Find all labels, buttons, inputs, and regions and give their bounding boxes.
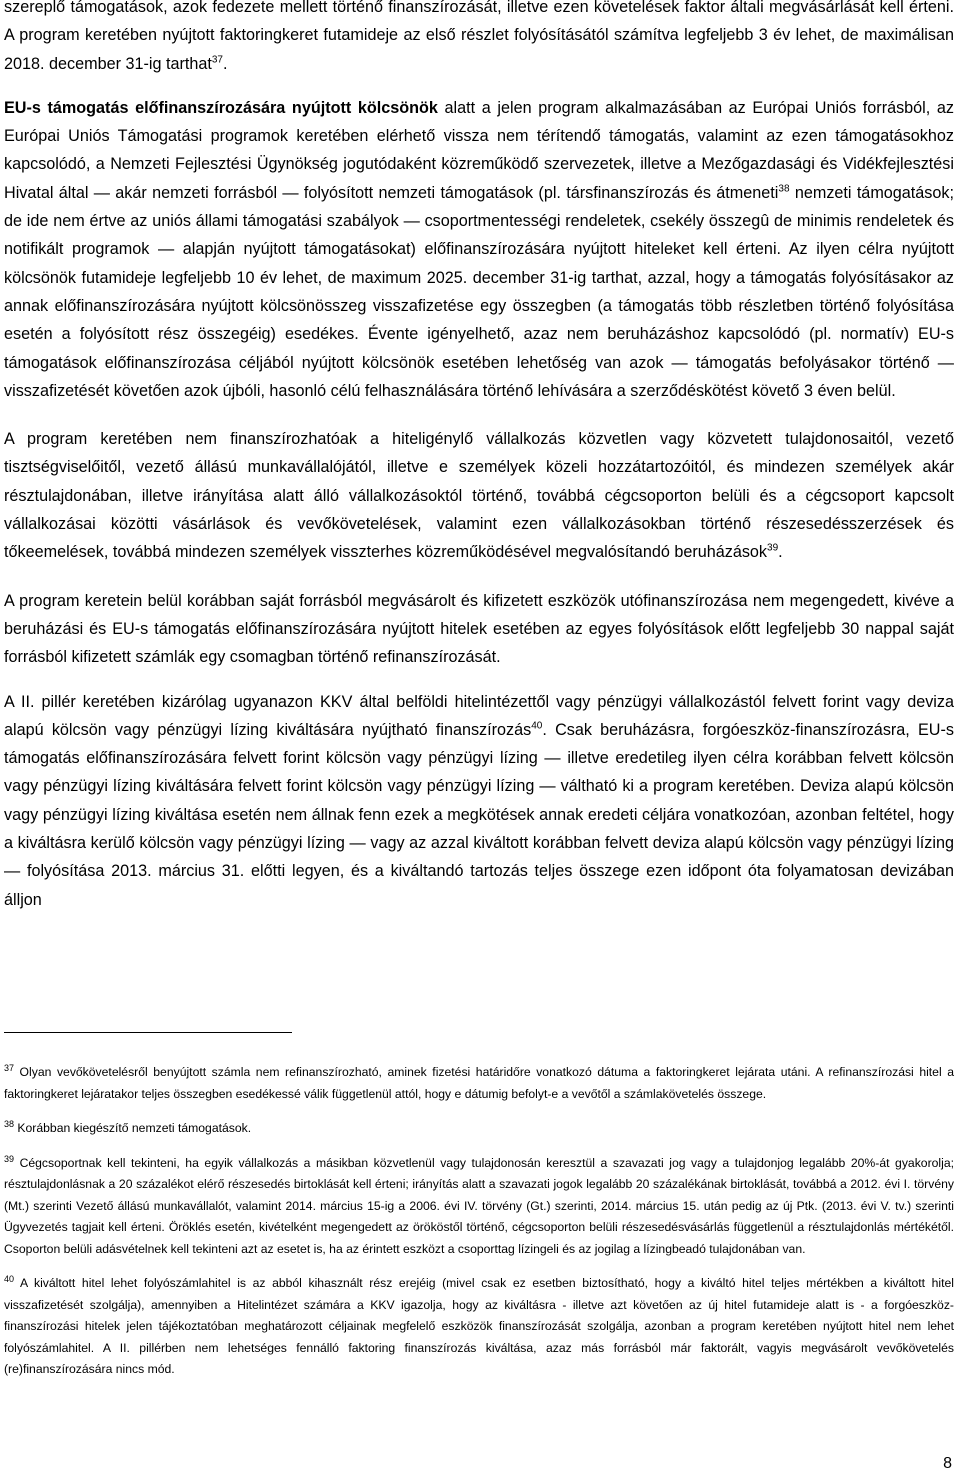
defined-term: EU-s támogatás előfinanszírozására nyújtott kölcsönök <box>4 98 438 117</box>
paragraph-text-tail: . <box>223 54 228 73</box>
paragraph-refinancing <box>4 587 954 672</box>
footnote-text: A kiváltott hitel lehet folyószámlahitel is az abból kihasznált rész erejéig (mivel csak ez esetben biztosítható, hogy a kiváltó hitel teljes mértékben a kiváltott hitel visszafizetését szolgálja), amennyiben a Hitelintézet számára a KKV igazolja, hogy az kiváltásra - illetve azt követően az új hitel futamideje alatt is - a forgóeszköz-finanszírozási hitelek jelen tájékoztatóban meghatározott céljainak megfelelő eszközök finanszírozását szolgálja, azonban a program keretében nyújtott hitel nem lehet folyószámlahitel. A II. pillérben nem lehetséges fennálló faktoring finanszírozás kiváltása, azaz más forrásból már faktorált, vagyis megvásárolt vevőkövetelés (re)finanszírozására nincs mód. <box>4 1276 954 1376</box>
footnotes-section <box>4 1062 954 1381</box>
paragraph-text-tail: . <box>778 543 783 562</box>
footnote-ref-38[interactable]: 38 <box>778 183 790 195</box>
footnote-37 <box>4 1062 954 1105</box>
footnote-ref-37[interactable]: 37 <box>211 54 223 66</box>
footnote-separator <box>4 1032 292 1033</box>
footnote-ref-40[interactable]: 40 <box>531 720 543 732</box>
paragraph-pillar-two <box>4 688 954 914</box>
paragraph-text-tail: nemzeti támogatások; de ide nem értve az uniós állami támogatási szabályok — csoportmentességi rendeletek, csekély összegû de minimis rendeletek és notifikált programok — alapján nyújtott támogatásokat) előfinanszírozására nyújtott hiteleket kell érteni. Az ilyen célra nyújtott kölcsönök futamideje legfeljebb 10 év lehet, de maximum 2025. december 31-ig tarthat, azzal, hogy a támogatás folyósításakor az annak előfinanszírozására nyújtott kölcsönösszeg visszafizetése egy összegben (a támogatás több részletben történő folyósítása esetén a folyósított rész összegéig) esedékes. Évente igényelhető, azaz nem beruházáshoz kapcsolódó (pl. normatív) EU-s támogatások előfinanszírozása céljából nyújtott kölcsönök esetében lehetőség van azok — támogatás befolyásakor történő — visszafizetését követően azok újbóli, hasonló célú felhasználására történő lehívására a szerződéskötést követő 3 éven belül. <box>4 183 954 400</box>
paragraph-text: alatt a jelen program alkalmazásában az Európai Uniós forrásból, az Európai Uniós Támogatási programok keretében elérhető vissza nem térítendő támogatás, valamint az ezen támogatásokhoz kapcsolódó, a Nemzeti Fejlesztési Ügynökség jogutódaként közreműködő szervezetek, illetve a Mezőgazdasági és Vidékfejlesztési Hivatal által — akár nemzeti forrásból — folyósított nemzeti támogatások (pl. társfinanszírozás és átmeneti <box>4 98 954 202</box>
paragraph-text: A program keretein belül korábban saját forrásból megvásárolt és kifizetett eszközök utófinanszírozása nem megengedett, kivéve a beruházási és EU-s támogatás előfinanszírozására nyújtott hitelek esetében az egyes folyósítások előtt legfeljebb 30 nappal saját forrásból kifizetett számlák egy csomagban történő refinanszírozását. <box>4 591 954 667</box>
footnote-text: Cégcsoportnak kell tekinteni, ha egyik vállalkozás a másikban közvetlenül vagy tulajdonosán keresztül a szavazati jog vagy a tulajdonjog legalább 20%-át gyakorolja; résztulajdonlásnak a 20 százalékot elérő részesedés birtoklását kell érteni; irányítás alatt a szavazati jogok legalább 20 százalékának birtoklását, továbbá a 2012. évi I. törvény (Mt.) szerinti Vezető állású munkavállalót, valamint 2014. március 15-ig a 2006. évi IV. törvény (Gt.) szerinti, 2014. március 15. után pedig az új Ptk. (2013. évi V. tv.) szerinti Ügyvezetés tagjait kell érteni. Öröklés esetén, kivételként megengedett az örököstől történő, cégcsoporton belüli részesedésvásárlás függetlenül a résztulajdonlás mértékétől. Csoporton belüli adásvételnek kell tekinteni azt az esetet is, ha az érintett eszközt a csoporttag lízingeli és az jogilag a lízingbeadó tulajdonában van. <box>4 1155 954 1256</box>
footnote-number: 37 <box>4 1062 15 1073</box>
footnote-39 <box>4 1153 954 1261</box>
document-body <box>4 0 954 914</box>
footnote-number: 39 <box>4 1153 15 1164</box>
footnote-40 <box>4 1273 954 1381</box>
page-number: 8 <box>943 1455 952 1472</box>
paragraph-faktoring-continuation <box>4 0 954 78</box>
footnote-38 <box>4 1118 954 1140</box>
footnote-number: 38 <box>4 1118 15 1129</box>
paragraph-text: A II. pillér keretében kizárólag ugyanazon KKV által belföldi hitelintézettől vagy pénzügyi vállalkozástól felvett forint vagy deviza alapú kölcsön vagy pénzügyi lízing kiváltására nyújtható finanszírozás <box>4 692 954 739</box>
footnote-ref-39[interactable]: 39 <box>767 542 779 554</box>
footnote-text: Korábban kiegészítő nemzeti támogatások. <box>14 1121 252 1135</box>
paragraph-text: szereplő támogatások, azok fedezete mellett történő finanszírozását, illetve ezen követelések faktor általi megvásárlását kell érteni. A program keretében nyújtott faktoringkeret futamideje az első részlet folyósításától számítva legfeljebb 3 év lehet, de maximálisan 2018. december 31-ig tarthat <box>4 0 954 73</box>
paragraph-text-tail: . Csak beruházásra, forgóeszköz-finanszírozásra, EU-s támogatás előfinanszírozására felvett forint kölcsön vagy pénzügyi lízing — illetve eredetileg ilyen célra korábban felvett kölcsön vagy pénzügyi lízing kiváltására felvett forint kölcsön vagy pénzügyi lízing — váltható ki a program keretében. Deviza alapú kölcsön vagy pénzügyi lízing kiváltása esetén nem állnak fenn ezek a megkötések annak eredeti céljára vonatkozóan, azonban feltétel, hogy a kiváltásra kerülő kölcsön vagy pénzügyi lízing — vagy az azzal kiváltott korábban felvett deviza alapú kölcsön vagy pénzügyi lízing — folyósítása 2013. március 31. előtti legyen, és a kiváltandó tartozás teljes összege ezen időpont óta folyamatosan devizában álljon <box>4 720 954 909</box>
paragraph-exclusions <box>4 425 954 566</box>
paragraph-text: A program keretében nem finanszírozhatóak a hiteligénylő vállalkozás közvetlen vagy közvetett tulajdonosaitól, vezető tisztségviselőitől, vezető állású munkavállalójától, illetve e személyek közeli hozzátartozóitól, és mindezen személyek akár résztulajdonában, illetve irányítása alatt álló vállalkozásoktól történő, továbbá cégcsoporton belüli és a cégcsoport kapcsolt vállalkozásai közötti vásárlások és vevőkövetelések, valamint ezen vállalkozásokban történő részesedésszerzések és tőkeemelések, továbbá mindezen személyek visszterhes közreműködésével megvalósítandó beruházások <box>4 430 954 562</box>
footnote-number: 40 <box>4 1273 15 1284</box>
paragraph-eu-prefinancing <box>4 94 954 405</box>
footnote-text: Olyan vevőkövetelésről benyújtott számla nem refinanszírozható, aminek fizetési határidőre vonatkozó dátuma a faktoringkeret lejárata utáni. A refinanszírozási hitel a faktoringkeret lejáratakor teljes összegben esedékessé válik függetlenül attól, hogy e dátumig befolyt-e a vevőtől a számlakövetelés összege. <box>4 1065 954 1101</box>
